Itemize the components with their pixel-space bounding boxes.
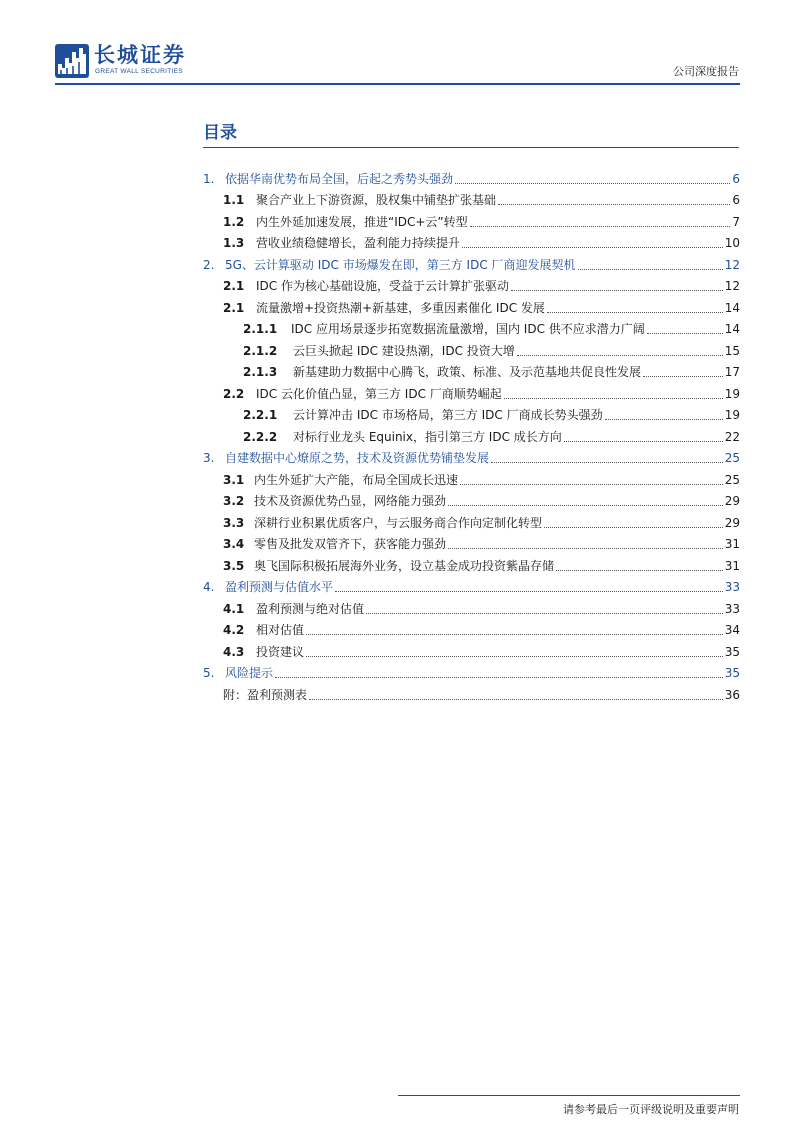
toc-entry-3-3[interactable] — [203, 509, 740, 531]
toc-entry-number: 2.2 — [223, 386, 245, 401]
toc-entry-title: 风险提示 — [225, 666, 274, 680]
toc-leader-dots — [306, 633, 723, 635]
toc-entry-title: 相对估值 — [256, 623, 305, 637]
toc-entry-3-5[interactable] — [203, 552, 740, 574]
toc-leader-dots — [306, 655, 723, 657]
toc-entry-number: 2.1.3 — [243, 365, 278, 379]
toc-entry-number: 2.1.2 — [243, 343, 278, 358]
toc-leader-dots — [605, 418, 723, 420]
toc-entry-page: 19 — [724, 408, 740, 422]
toc-entry-number: 2.1 — [223, 279, 245, 293]
toc-leader-dots — [504, 397, 723, 399]
toc-entry-number: 4.3 — [223, 644, 245, 659]
toc-entry-number: 5. — [203, 666, 215, 680]
toc-leader-dots — [547, 311, 723, 313]
toc-entry-3-4[interactable] — [203, 531, 740, 553]
toc-entry-2-1-1[interactable] — [203, 316, 740, 338]
toc-entry-number: 3.5 — [223, 558, 245, 573]
logo-chinese-name: 长城证券 — [94, 43, 186, 67]
toc-entry-page: 7 — [732, 214, 740, 229]
toc-entry-number: 4.1 — [223, 601, 245, 616]
toc-entry-page: 31 — [724, 558, 740, 573]
toc-leader-dots — [460, 483, 723, 485]
toc-entry-page: 29 — [724, 515, 740, 530]
toc-entry-3-2[interactable] — [203, 488, 740, 510]
toc-title: 目录 — [203, 123, 237, 143]
toc-entry-title: 流量激增+投资热潮+新基建，多重因素催化 IDC 发展 — [256, 300, 545, 315]
toc-entry-number: 1. — [203, 171, 215, 186]
toc-entry-2-1[interactable] — [203, 273, 740, 295]
toc-entry-title: 内生外延加速发展，推进“IDC+云”转型 — [256, 214, 468, 229]
toc-entry-number: 1.3 — [223, 236, 245, 250]
toc-entry-title: 营收业绩稳健增长，盈利能力持续提升 — [256, 236, 461, 250]
toc-entry-title: 零售及批发双管齐下，获客能力强劲 — [254, 537, 447, 551]
toc-entry-number: 1.1 — [223, 193, 245, 207]
toc-entry-number: 3.1 — [223, 472, 245, 487]
toc-entry-4-2[interactable] — [203, 617, 740, 639]
toc-leader-dots — [366, 612, 723, 614]
toc-entry-page: 36 — [724, 687, 740, 702]
toc-entry-2[interactable] — [203, 251, 740, 273]
toc-entry-4[interactable] — [203, 574, 740, 596]
toc-entry-2-1-2[interactable] — [203, 337, 740, 359]
toc-entry-title: 云巨头掀起 IDC 建设热潮，IDC 投资大增 — [293, 343, 515, 358]
toc-entry-number: 2.2.1 — [243, 408, 278, 422]
toc-entry-2-2-1[interactable] — [203, 402, 740, 424]
toc-entry-title: 附：盈利预测表 — [223, 687, 308, 702]
toc-entry-5[interactable] — [203, 660, 740, 682]
toc-entry-1-2[interactable] — [203, 208, 740, 230]
page-header — [0, 0, 793, 90]
toc-entry-title: 依据华南优势布局全国，后起之秀势头强劲 — [225, 171, 454, 186]
toc-entry-page: 19 — [724, 386, 740, 401]
toc-leader-dots — [275, 676, 723, 678]
document-type: 公司深度报告 — [673, 65, 739, 78]
toc-entry-page: 15 — [724, 343, 740, 358]
toc-entry-4-3[interactable] — [203, 638, 740, 660]
toc-leader-dots — [544, 526, 723, 528]
toc-entry-title: IDC 云化价值凸显，第三方 IDC 厂商顺势崛起 — [256, 386, 502, 401]
toc-leader-dots — [511, 289, 723, 291]
toc-entry-page: 25 — [724, 451, 740, 465]
toc-entry-2-1-3[interactable] — [203, 359, 740, 381]
toc-entry-title: 聚合产业上下游资源，股权集中铺垫扩张基础 — [256, 193, 497, 207]
toc-leader-dots — [491, 461, 723, 463]
toc-entry-number: 2. — [203, 257, 215, 272]
toc-entry-number: 3.4 — [223, 537, 245, 551]
toc-entry-title: 投资建议 — [256, 644, 305, 659]
toc-entry-title: 对标行业龙头 Equinix，指引第三方 IDC 成长方向 — [293, 429, 562, 444]
toc-leader-dots — [578, 268, 723, 270]
toc-leader-dots — [643, 375, 723, 377]
toc-entry-number: 2.2.2 — [243, 429, 278, 444]
table-of-contents — [203, 165, 740, 703]
toc-entry-page: 35 — [724, 644, 740, 659]
toc-entry-title: 奥飞国际积极拓展海外业务，设立基金成功投资紫晶存储 — [254, 558, 555, 573]
toc-entry-title: 新基建助力数据中心腾飞，政策、标准、及示范基地共促良性发展 — [293, 365, 642, 379]
toc-title-divider — [203, 147, 739, 148]
great-wall-logo-icon — [55, 44, 89, 78]
toc-entry-page: 14 — [724, 322, 740, 336]
toc-entry-title: 内生外延扩大产能，布局全国成长迅速 — [254, 472, 459, 487]
toc-leader-dots — [517, 354, 723, 356]
toc-leader-dots — [556, 569, 723, 571]
toc-entry-3[interactable] — [203, 445, 740, 467]
toc-entry-title: 云计算冲击 IDC 市场格局，第三方 IDC 厂商成长势头强劲 — [293, 408, 603, 422]
toc-entry-2-2-2[interactable] — [203, 423, 740, 445]
toc-entry-number: 1.2 — [223, 214, 245, 229]
header-divider — [55, 83, 740, 85]
toc-entry-page: 33 — [724, 601, 740, 616]
toc-entry-number: 2.1.1 — [243, 322, 278, 336]
toc-entry-title: IDC 应用场景逐步拓宽数据流量激增，国内 IDC 供不应求潜力广阔 — [291, 322, 645, 336]
toc-entry-number: 3.3 — [223, 515, 245, 530]
toc-leader-dots — [564, 440, 723, 442]
toc-entry-page: 14 — [724, 300, 740, 315]
toc-leader-dots — [462, 246, 723, 248]
toc-leader-dots — [498, 203, 730, 205]
toc-leader-dots — [448, 547, 723, 549]
toc-leader-dots — [309, 698, 723, 700]
toc-entry-number: 3.2 — [223, 494, 245, 508]
toc-entry-title: 盈利预测与绝对估值 — [256, 601, 365, 616]
footer-disclaimer: 请参考最后一页评级说明及重要声明 — [563, 1103, 739, 1116]
toc-entry-number: 2.1 — [223, 300, 245, 315]
toc-entry-appendix[interactable] — [203, 681, 740, 703]
toc-entry-title: 技术及资源优势凸显，网络能力强劲 — [254, 494, 447, 508]
toc-entry-title: 自建数据中心燎原之势，技术及资源优势铺垫发展 — [225, 451, 490, 465]
toc-entry-page: 22 — [724, 429, 740, 444]
toc-leader-dots — [455, 182, 730, 184]
toc-entry-page: 12 — [724, 279, 740, 293]
toc-entry-title: IDC 作为核心基础设施，受益于云计算扩张驱动 — [256, 279, 509, 293]
toc-entry-number: 3. — [203, 451, 215, 465]
toc-entry-1[interactable] — [203, 165, 740, 187]
toc-entry-2-1-b[interactable] — [203, 294, 740, 316]
toc-entry-page: 31 — [724, 537, 740, 551]
toc-entry-title: 盈利预测与估值水平 — [225, 580, 334, 594]
toc-entry-page: 17 — [724, 365, 740, 379]
toc-entry-page: 29 — [724, 494, 740, 508]
toc-leader-dots — [647, 332, 723, 334]
toc-entry-4-1[interactable] — [203, 595, 740, 617]
toc-entry-number: 4.2 — [223, 623, 245, 637]
footer-divider — [398, 1095, 740, 1096]
toc-entry-number: 4. — [203, 580, 215, 594]
toc-entry-title: 5G、云计算驱动 IDC 市场爆发在即，第三方 IDC 厂商迎发展契机 — [225, 257, 576, 272]
toc-entry-page: 10 — [724, 236, 740, 250]
toc-entry-page: 25 — [724, 472, 740, 487]
toc-entry-page: 6 — [732, 193, 740, 207]
toc-entry-3-1[interactable] — [203, 466, 740, 488]
toc-entry-1-1[interactable] — [203, 187, 740, 209]
toc-entry-page: 34 — [724, 623, 740, 637]
toc-leader-dots — [448, 504, 723, 506]
logo-english-name: GREAT WALL SECURITIES — [95, 68, 183, 75]
toc-entry-page: 33 — [724, 580, 740, 594]
toc-entry-2-2[interactable] — [203, 380, 740, 402]
toc-entry-title: 深耕行业积累优质客户，与云服务商合作向定制化转型 — [254, 515, 543, 530]
toc-entry-page: 12 — [724, 257, 740, 272]
toc-entry-1-3[interactable] — [203, 230, 740, 252]
toc-entry-page: 35 — [724, 666, 740, 680]
toc-leader-dots — [335, 590, 723, 592]
toc-entry-page: 6 — [732, 171, 740, 186]
toc-leader-dots — [470, 225, 731, 227]
